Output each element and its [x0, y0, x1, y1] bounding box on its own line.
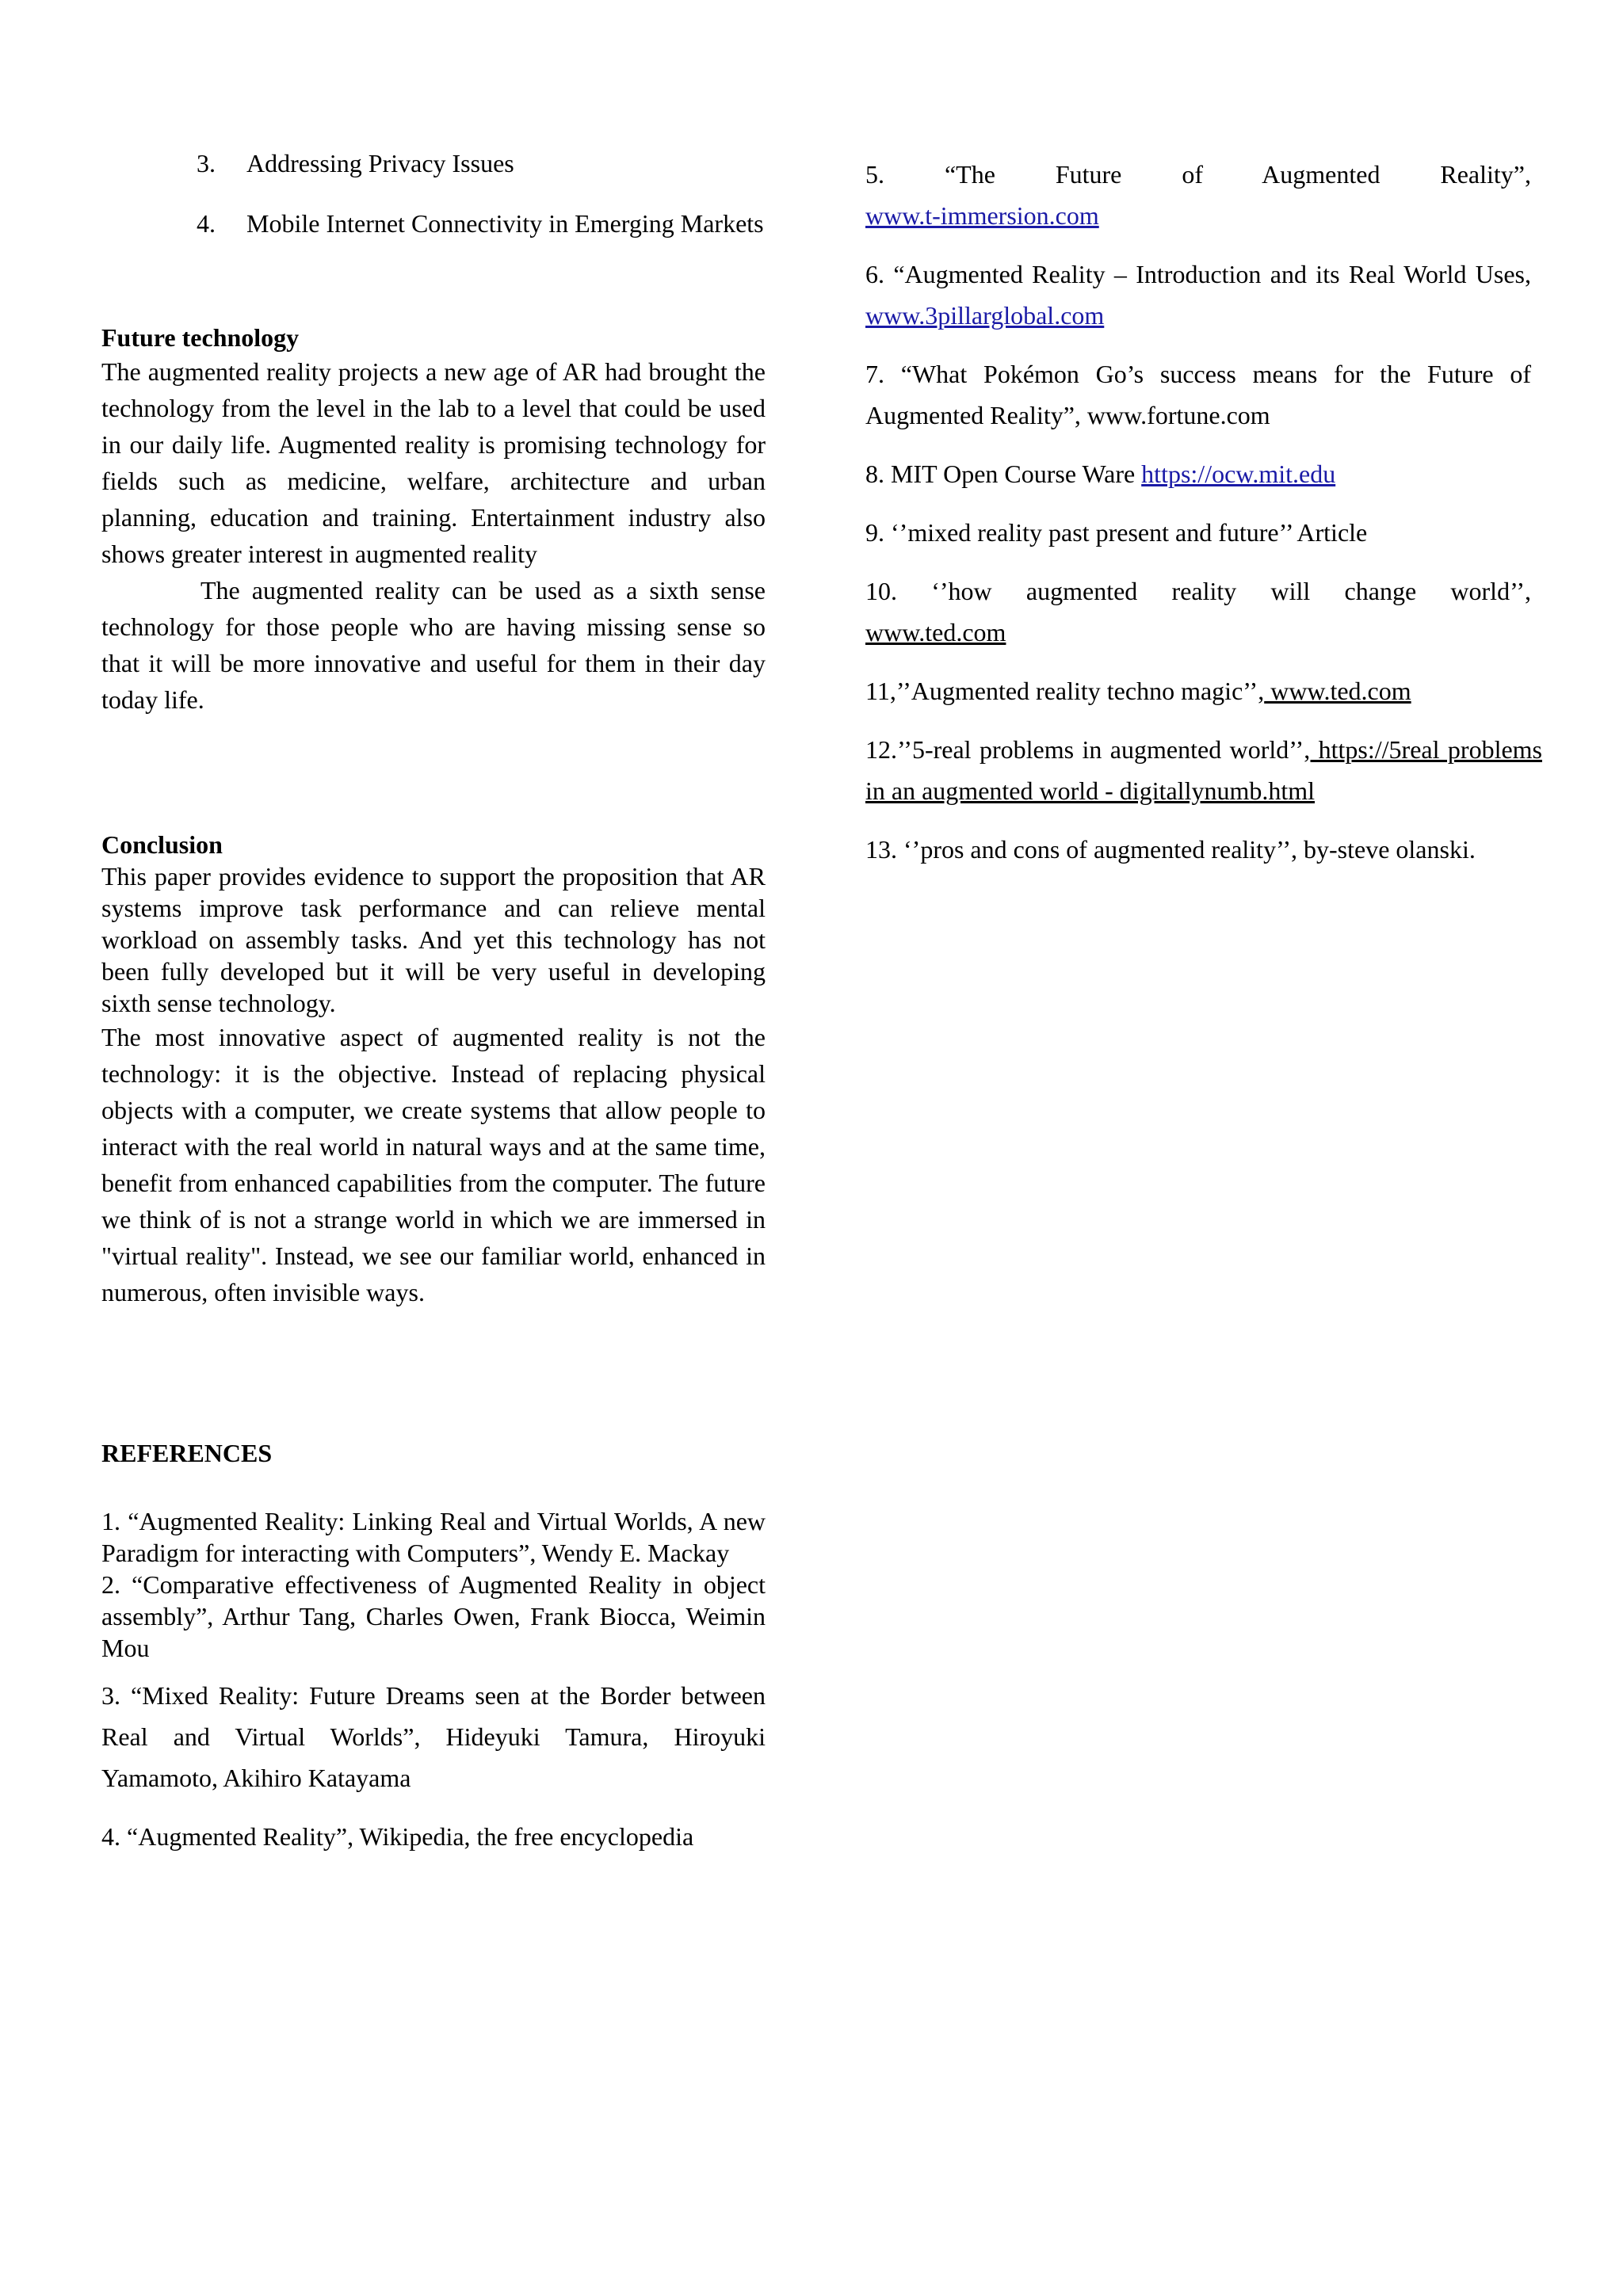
reference-link[interactable]: www.3pillarglobal.com	[865, 301, 1105, 330]
paragraph: The augmented reality can be used as a sixth sense technology for those people who are having missing sense so that it will be more innovative and useful for them in their day today life.	[101, 576, 766, 714]
paragraph: This paper provides evidence to support the proposition that AR systems improve task performance and can relieve mental workload on assembly tasks. And yet this technology has not been fully developed but it will be very useful in developing sixth sense technology.	[101, 862, 766, 1017]
reference-item: 3. “Mixed Reality: Future Dreams seen at the Border between Real and Virtual Worlds”, Hideyuki Tamura, Hiroyuki Yamamoto, Akihiro Katayama	[101, 1681, 766, 1792]
section-heading: Future technology	[101, 323, 300, 352]
reference-item	[865, 829, 1531, 870]
reference-item	[865, 570, 1531, 653]
reference-text: 10. ‘’how augmented reality will change world’’,	[865, 577, 1531, 605]
reference-item	[865, 254, 1531, 336]
conclusion-section	[101, 829, 766, 1310]
reference-text: 9. ‘’mixed reality past present and future’’ Article	[865, 518, 1368, 547]
reference-link[interactable]: , https://5real problems in an augmented world - digitallynumb.html	[865, 735, 1542, 805]
list-item-number: 4.	[197, 209, 216, 238]
future-technology-section	[101, 322, 766, 718]
reference-item	[865, 512, 1531, 553]
paragraph: The augmented reality projects a new age of AR had brought the technology from the level in the lab to a level that could be used in our daily life. Augmented reality is promising technology for fields such as medicine, welfare, architecture and urban planning, education and training. Entertainment industry also shows greater interest in augmented reality	[101, 357, 766, 568]
reference-item	[865, 729, 1542, 811]
reference-link[interactable]: www.ted.com	[1264, 677, 1411, 705]
references-list-left	[101, 1505, 766, 1857]
reference-text: 5. “The Future of Augmented Reality”,	[865, 160, 1531, 189]
list-item-number: 3.	[197, 149, 216, 177]
list-item	[101, 147, 766, 179]
reference-item: 4. “Augmented Reality”, Wikipedia, the free encyclopedia	[101, 1822, 694, 1851]
reference-text: 8. MIT Open Course Ware	[865, 460, 1136, 488]
reference-item	[865, 670, 1531, 711]
references-section	[101, 1437, 766, 1469]
reference-link[interactable]: https://ocw.mit.edu	[1141, 460, 1336, 488]
reference-link[interactable]: www.ted.com	[865, 618, 1006, 646]
reference-item	[865, 353, 1531, 436]
reference-item: 1. “Augmented Reality: Linking Real and Virtual Worlds, A new Paradigm for interacting with Computers”, Wendy E. Mackay	[101, 1507, 766, 1567]
reference-text: 7. “What Pokémon Go’s success means for the Future of Augmented Reality”, www.fortune.com	[865, 360, 1531, 429]
section-heading: Conclusion	[101, 830, 223, 859]
reference-text: ’’Augmented reality techno magic’’,	[896, 677, 1265, 705]
reference-text: 12.’’5-real problems in augmented world’’	[865, 735, 1304, 764]
paragraph: The most innovative aspect of augmented reality is not the technology: it is the objective. Instead of replacing physical objects with a computer, we create systems that allow people to interact with the real world in natural ways and at the same time, benefit from enhanced capabilities from the computer. The future we think of is not a strange world in which we are immersed in "virtual reality". Instead, we see our familiar world, enhanced in numerous, often invisible ways.	[101, 1023, 766, 1306]
list-item	[101, 208, 766, 239]
reference-item: 2. “Comparative effectiveness of Augmented Reality in object assembly”, Arthur Tang, Charles Owen, Frank Biocca, Weimin Mou	[101, 1570, 766, 1662]
reference-comma: ,	[889, 677, 896, 705]
references-heading: REFERENCES	[101, 1439, 273, 1467]
list-item-text: Addressing Privacy Issues	[246, 149, 514, 177]
reference-text: 6. “Augmented Reality – Introduction and its Real World Uses,	[865, 260, 1531, 288]
reference-text: 13. ‘’pros and cons of augmented reality’’, by-steve olanski.	[865, 835, 1476, 864]
reference-number: 11	[865, 677, 890, 705]
reference-link[interactable]: www.t-immersion.com	[865, 201, 1099, 230]
reference-item	[865, 453, 1531, 494]
list-item-text: Mobile Internet Connectivity in Emerging Markets	[246, 209, 764, 238]
reference-item	[865, 154, 1531, 236]
